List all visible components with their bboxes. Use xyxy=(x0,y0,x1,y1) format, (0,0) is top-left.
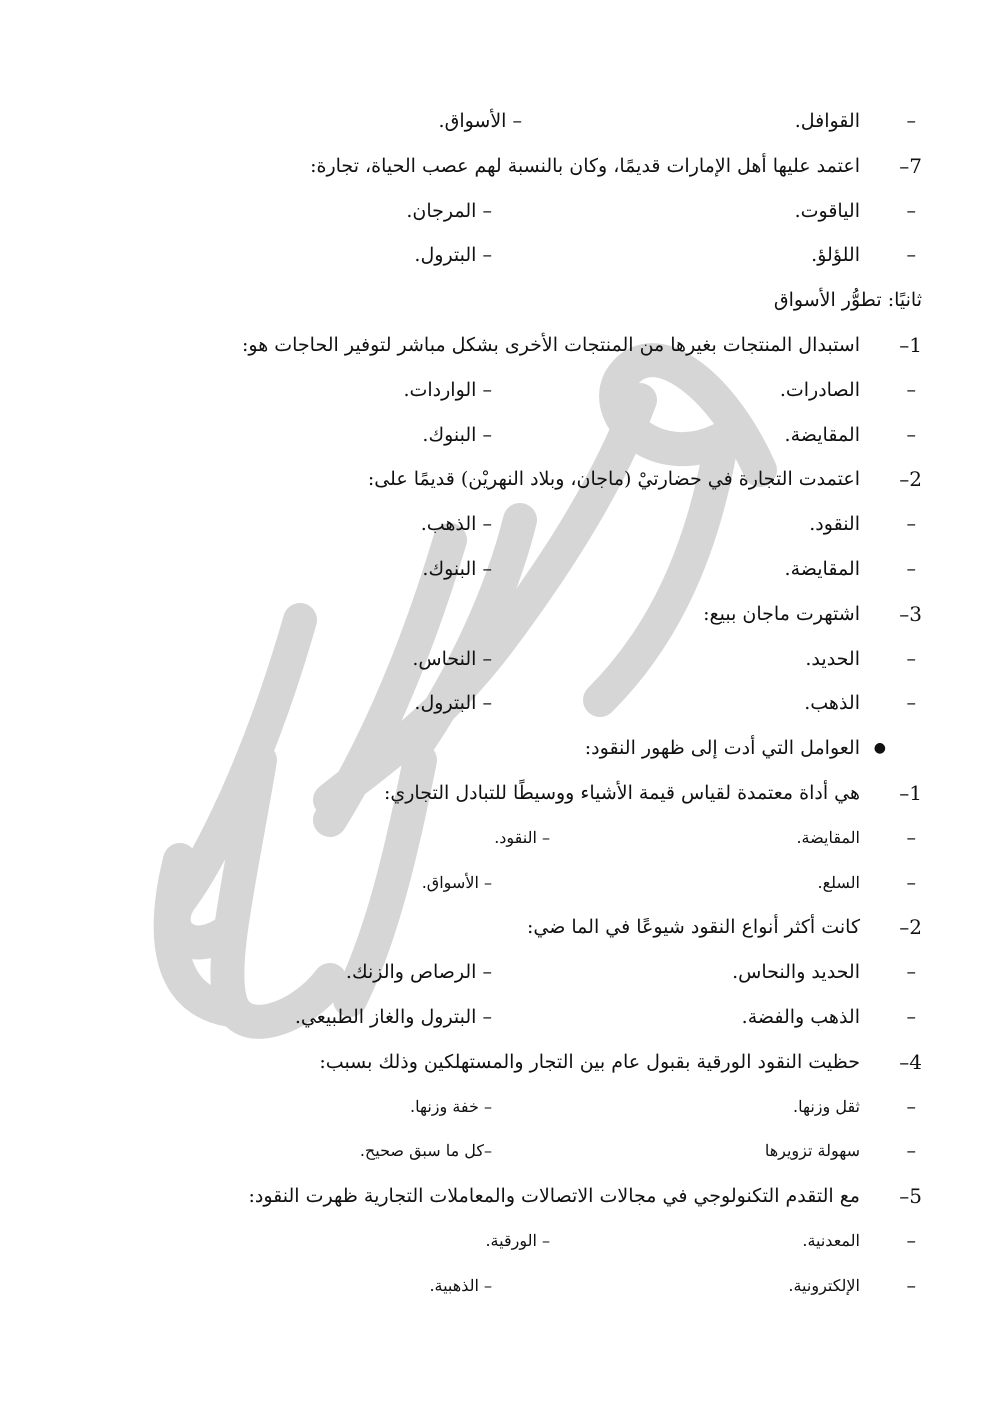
question-row xyxy=(162,912,922,942)
option-dash: – xyxy=(906,1006,916,1028)
options-row xyxy=(162,1271,922,1301)
question-row xyxy=(162,464,922,494)
option-dash: – xyxy=(906,1230,916,1252)
option-b: – النقود. xyxy=(494,827,550,847)
option-b: – خفة وزنها. xyxy=(410,1096,492,1116)
question-row xyxy=(162,599,922,629)
option-a: الياقوت. xyxy=(794,199,860,222)
option-b: – البترول. xyxy=(414,692,492,715)
option-b: – الواردات. xyxy=(403,378,492,401)
option-b: – الأسواق. xyxy=(438,110,522,132)
options-row xyxy=(162,688,922,718)
option-a: الحديد والنحاس. xyxy=(732,961,860,984)
option-a: سهولة تزويرها xyxy=(764,1141,860,1161)
question-number: 7– xyxy=(899,153,922,178)
question-text: اشتهرت ماجان ببيع: xyxy=(703,602,860,625)
option-dash: – xyxy=(906,647,916,670)
question-row xyxy=(162,330,922,360)
options-row xyxy=(162,957,922,987)
question-row xyxy=(162,778,922,808)
heading-text: ثانيًا: تطوُّر الأسواق xyxy=(773,289,922,312)
options-row xyxy=(162,868,922,898)
bullet-icon: ● xyxy=(873,740,886,757)
question-text: كانت أكثر أنواع النقود شيوعًا في الما ضي: xyxy=(526,916,860,939)
section-heading xyxy=(162,285,922,315)
option-dash: – xyxy=(906,1140,916,1163)
option-a: الصادرات. xyxy=(779,378,860,401)
option-a: الحديد. xyxy=(805,647,860,670)
question-number: 3– xyxy=(899,601,922,626)
option-b: – الورقية. xyxy=(485,1231,550,1250)
option-b: – البنوك. xyxy=(422,558,492,580)
question-number: 2– xyxy=(899,467,922,492)
bullet-row xyxy=(162,733,922,763)
options-row xyxy=(162,644,922,674)
option-b: – المرجان. xyxy=(406,199,492,222)
option-dash: – xyxy=(906,692,916,715)
options-row xyxy=(162,1002,922,1032)
options-row xyxy=(162,420,922,450)
option-b: – الأسواق. xyxy=(421,872,492,892)
options-row xyxy=(162,375,922,405)
option-dash: – xyxy=(906,513,916,536)
options-row xyxy=(162,1136,922,1166)
option-b: – البنوك. xyxy=(422,423,492,446)
option-dash: – xyxy=(906,423,916,446)
options-row xyxy=(162,240,922,270)
option-dash: – xyxy=(906,558,916,580)
option-a: السلع. xyxy=(817,872,860,892)
option-a: المعدنية. xyxy=(802,1231,860,1250)
option-dash: – xyxy=(906,961,916,984)
question-row xyxy=(162,151,922,181)
option-dash: – xyxy=(906,826,916,849)
option-a: النقود. xyxy=(809,513,860,536)
question-row xyxy=(162,1047,922,1077)
option-b: –كل ما سبق صحيح. xyxy=(359,1141,492,1161)
option-dash: – xyxy=(906,199,916,222)
option-dash: – xyxy=(906,244,916,267)
options-row xyxy=(162,106,922,136)
option-b: – البترول والغاز الطبيعي. xyxy=(294,1006,492,1028)
option-dash: – xyxy=(906,1274,916,1297)
option-a: الإلكترونية. xyxy=(788,1275,860,1295)
options-row xyxy=(162,196,922,226)
options-row xyxy=(162,1226,922,1256)
option-a: الذهب. xyxy=(804,692,860,715)
options-row xyxy=(162,823,922,853)
option-b: – الذهب. xyxy=(420,513,492,536)
options-row xyxy=(162,509,922,539)
option-b: – البترول. xyxy=(414,244,492,267)
option-dash: – xyxy=(906,1095,916,1118)
question-row xyxy=(162,1181,922,1211)
option-b: – الرصاص والزنك. xyxy=(345,961,492,984)
question-text: حظيت النقود الورقية بقبول عام بين التجار والمستهلكين وذلك بسبب: xyxy=(319,1050,860,1073)
option-a: اللؤلؤ. xyxy=(811,244,860,267)
options-row xyxy=(162,1092,922,1122)
question-number: 2– xyxy=(899,915,922,940)
options-row xyxy=(162,554,922,584)
question-number: 5– xyxy=(899,1184,922,1209)
question-text: اعتمدت التجارة في حضارتيْ (ماجان، وبلاد النهريْن) قديمًا على: xyxy=(367,468,860,491)
question-number: 4– xyxy=(899,1049,922,1074)
option-a: الذهب والفضة. xyxy=(741,1006,860,1028)
question-number: 1– xyxy=(899,333,922,357)
option-a: المقايضة. xyxy=(784,558,860,580)
question-text: هي أداة معتمدة لقياس قيمة الأشياء ووسيطًا للتبادل التجاري: xyxy=(383,782,860,804)
option-b: – الذهبية. xyxy=(429,1275,492,1295)
question-text: اعتمد عليها أهل الإمارات قديمًا، وكان بالنسبة لهم عصب الحياة، تجارة: xyxy=(310,154,860,177)
option-a: المقايضة. xyxy=(784,423,860,446)
bullet-text: العوامل التي أدت إلى ظهور النقود: xyxy=(584,737,860,760)
option-a: ثقل وزنها. xyxy=(793,1096,860,1116)
question-text: مع التقدم التكنولوجي في مجالات الاتصالات والمعاملات التجارية ظهرت النقود: xyxy=(248,1185,860,1208)
option-a: المقايضة. xyxy=(796,827,860,847)
question-number: 1– xyxy=(899,781,922,805)
option-dash: – xyxy=(906,378,916,401)
option-dash: – xyxy=(906,110,916,132)
question-text: استبدال المنتجات بغيرها من المنتجات الأخرى بشكل مباشر لتوفير الحاجات هو: xyxy=(241,334,860,356)
option-b: – النحاس. xyxy=(412,647,492,670)
option-a: القوافل. xyxy=(794,110,860,132)
option-dash: – xyxy=(906,871,916,894)
